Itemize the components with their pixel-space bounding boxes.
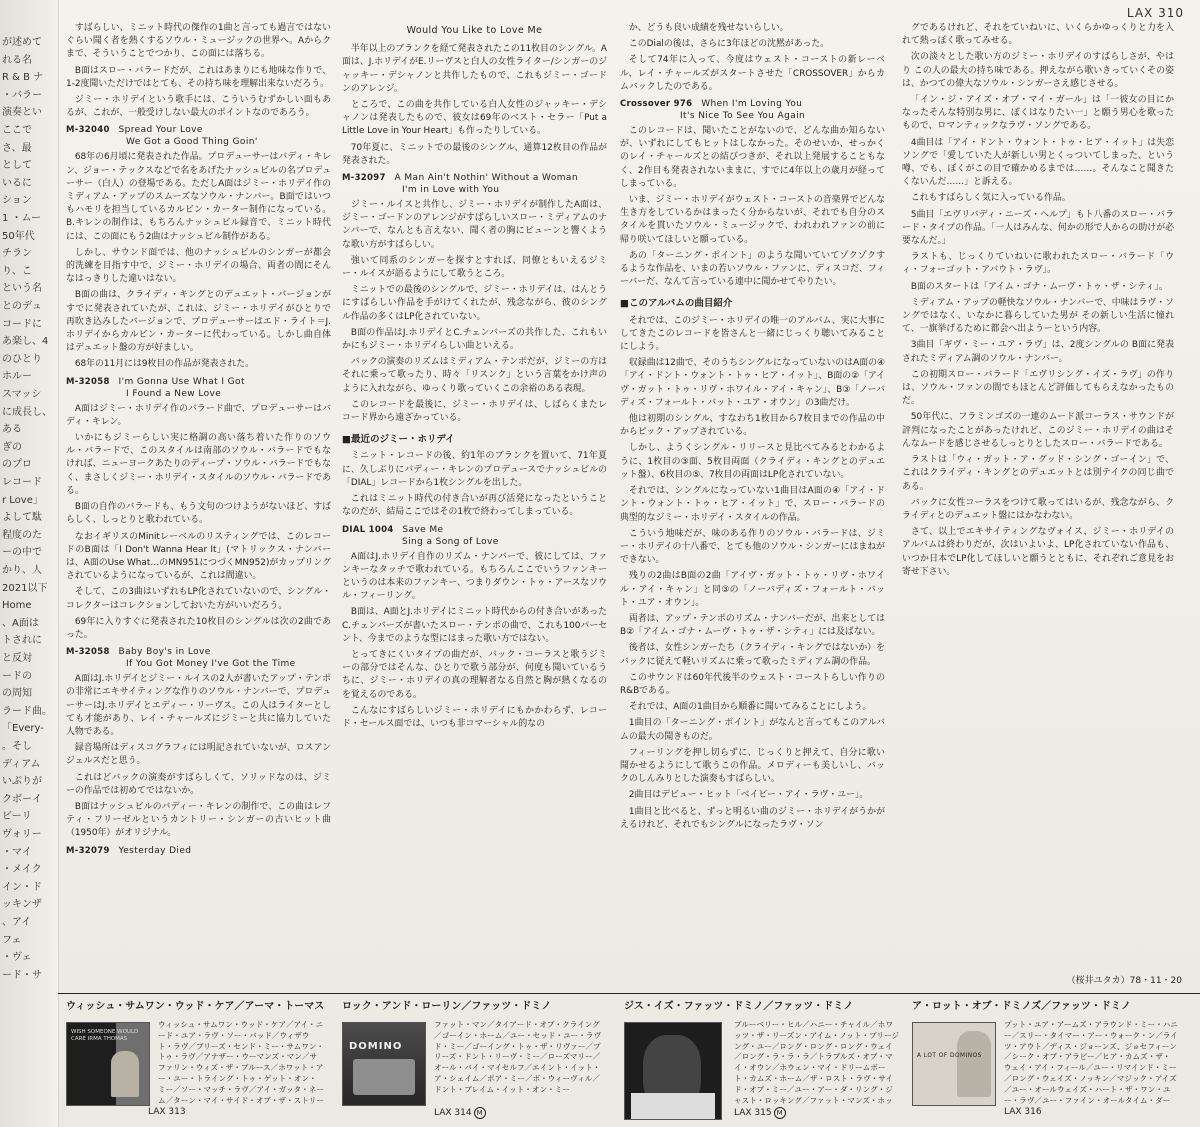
paragraph: すばらしい、ミニット時代の傑作の1曲と言っても過言ではないぐらい聞く者を熱くするソウル・ミュージックの世界へ。Aからクまで、そういうことでつかり、この面には落ちる。 [66,23,331,60]
paragraph: B面のスタートは「アイム・ゴナ・ムーヴ・トゥ・ザ・シティ」。 [910,281,1168,292]
paragraph: 収録曲は12曲で、そのうちシングルになっていないのはA面の④「アイ・ドント・ウォント・トゥ・ヒア・イット」、B面の②「アイヴ・ガット・トゥ・リヴ・ホワイル・アイ・キャン」、B③「ノーバディズ・フォールト・バット・ユア・オウン」の3曲だけ。 [620,358,885,408]
single-b-side: Sing a Song of Love [402,536,499,547]
paragraph: A面はJ.ホリデイ自作のリズム・ナンバーで、彼にしては、ファンキーなタッチで歌われている。もちろんここでいうファンキーというのは本来のファンキー、つまりダウン・トゥ・アースなソウル・フィーリング。 [342,551,607,602]
margin-fragment: 2021以下 [2,582,48,594]
album-catalog-number: LAX 316 [1004,1107,1042,1117]
paragraph: 半年以上のブランクを経て発表されたこの11枚目のシングル。A面は、J.ホリデイがE.リーヴスと白人の女性ライター/シンガーのジャッキー・デシャノンと共作したもので、これもジミー・ゴードンのアレンジ。 [342,44,607,94]
album-catalog-number: LAX 313 [148,1107,186,1117]
margin-fragment: 、A面は [2,617,39,629]
album-ad-title: ジス・イズ・ファッツ・ドミノ／ファッツ・ドミノ [624,1001,854,1012]
paragraph: 次の淡々とした歌い方のジミー・ホリデイのすばらしさが、やはり この人の最大の持ち味である。押えながら歌いきっていくその姿は、かつての偉大なソウル・シンガーさえ感じさせる。 [902,52,1174,89]
margin-fragment: 50年代 [2,230,35,242]
margin-fragment: よして駄 [2,512,42,524]
paragraph: 68年の6月頃に発表された作品。プロデューサーはバディ・キレン、ジョー・テックスなどで名をあげたナッシュビルの名プロデューサー（白人）の登場である。ただしA面はジミー・ホリデイ作のミディアム・アップのスムーズなソウル・ナンバー。B面ではいつもハモリを担当しているカルビン・カーター制作になっている。B.キレンの制作は、もちろんナッシュビル録音で、ミニット時代には、この面にもう2曲はナッシュビル制作がある。 [66,152,331,242]
paragraph: ミディアム・アップの軽快なソウル・ナンバーで、中味はラヴ・ソングではなく、いなかに暮らしていた男が その新しい生活に憧れて、一旗挙げるために都会へ出ようーという内容。 [902,297,1174,335]
paragraph: A面はジミー・ホリデイ作のバラード曲で、プロデューサーはバディ・キレン。 [66,403,331,427]
portrait-icon [111,1051,139,1097]
paragraph: 69年に入りすぐに発表された10枚目のシングルは次の2曲であった。 [66,616,331,640]
single-b-side: It's Nice To See You Again [680,111,806,122]
margin-fragment: ・メイク [2,864,42,876]
paragraph: ところで、この曲を共作している白人女性のジャッキー・デシャノンは発表したもので、彼女は69年のベスト・セラー「Put a Little Love in Your Heart」も作ったりしている。 [342,100,607,137]
album-cover-thumbnail [66,1022,150,1106]
paragraph: いま、ジミー・ホリデイがウェスト・コーストの音楽界でどんな生き方をしているかはまったく分からないが、それでも自分のスタイルを貫いたソウル・ミュージックで、われわれファンの前に帰り咲いてほしいと願っている。 [620,195,885,245]
paragraph: そして74年に入って、今度はウェスト・コーストの新レーベル、レイ・チャールズがスタートさせた「CROSSOVER」からカムバックしたのである。 [620,55,885,92]
margin-fragment: とのデュ [2,301,42,312]
paragraph: フィーリングを押し切らずに、じっくりと押えて、自分に歌い聞かせるようにして歌うこの作品。メロディーも美しいし、バックのしんみりとした演奏もすばらしい。 [620,747,885,785]
paragraph: このDialの後は、さらに3年ほどの沈黙があった。 [628,39,830,50]
paragraph: 5曲目「エヴリバディ・ニーズ・ヘルプ」もト八番のスロー・バラード・タイプの作品。「一人はみんな、何かの形で人からの助けが必要なんだ。」 [902,209,1174,247]
margin-fragment: ホルー [2,371,32,383]
paragraph: ラストも、じっくりていねいに歌われたスロー・バラード「ウィ・フォーゴット・アバウト・ラヴ」。 [902,252,1174,276]
album-cover-thumbnail [342,1022,426,1106]
single-b-side: We Got a Good Thing Goin' [126,137,258,148]
paragraph: これはどバックの演奏がすばらしくて、ソリッドなのは、ジミーの作品では初めてではないか。 [66,772,331,796]
single-b-side: I'm in Love with You [402,185,500,196]
mono-mark-icon: M [774,1107,786,1119]
margin-fragment: さ、最 [2,142,32,154]
margin-fragment: ・マイ [2,846,32,858]
paragraph: それでは、シングルになっていない1曲目はA面の④「アイ・ドント・ウォント・トゥ・ヒア・イット」で、スロー・バラードの典型的なジミー・ホリデイ・スタイルの作品。 [620,486,885,523]
margin-fragment: という名 [2,283,42,295]
album-tracklist: ブルーベリー・ヒル／ハニー・チャイル／ホワッツ・ザ・リーズン・アイム・ノット・プリージング・ユー／ロング・ロング・ロング・ウェイ／ロング・ラ・ラ・ラ／トラブルズ・オブ・マイ・オウン／ホウェン・マイ・ドリームボート・カムズ・ホーム／ザ・ロスト・ラヴ・サイド・オブ・ミー／ユー・アー・ダ・リング・ジャスト・ロッキング／ファット・マンズ・ホッ [734,1020,900,1105]
paragraph: これもすばらしく気に入っている作品。 [910,193,1071,204]
album-ad [624,1000,904,1125]
margin-fragment: が述めて [2,37,42,48]
single-listing [342,524,607,548]
margin-fragment: トされに [2,635,42,647]
paragraph: B面の自作のバラードも、もう文句のつけようがないほど、すばらしく、しっとりと歌われている。 [66,502,331,526]
margin-fragment: ぎの [2,441,22,453]
paragraph: か、どうも良い成績を残せないらしい。 [628,23,789,33]
margin-fragment: ッキンザ [2,899,42,911]
single-a-side: Baby Boy's in Love [118,647,211,658]
single-catalog-number: M-32058 [66,376,110,387]
margin-fragment: ーの中で [2,547,42,559]
margin-fragment: ビーリ [2,811,32,823]
paragraph: B面は、A面とJ.ホリデイにミニット時代からの付き合いがあったC.チェンバーズが書いたスロー・テンポの曲で、これも100パーセント、今までのような型にはまった歌い方ではない。 [342,607,607,644]
piano-icon [353,1059,415,1095]
margin-fragment: チラン [2,248,32,260]
text-column-2 [342,22,607,994]
single-listing [66,845,331,857]
margin-fragment: のひとり [2,353,42,365]
paragraph: バックの演奏のリズムはミディアム・テンポだが、ジミーの方はそれに乗って歌ったり、時々「リスンク」という言葉をかけ声のように入れながら、ゆっくり歌っていくこの余裕のある表現。 [342,357,607,394]
album-cover-thumbnail [624,1022,722,1120]
margin-fragment: かり、人 [2,565,42,576]
paragraph: 他は初期のシングル、すなわち1枚目から7枚目までの作品の中からピック・アップされている。 [620,414,885,438]
paragraph: 強いて同系のシンガーを探すとすれば、同僚ともいえるジミー・ルイスが語るようにして歌うところ。 [342,255,607,280]
single-catalog-number: M-32097 [342,173,386,184]
album-catalog-number [734,1107,786,1119]
single-a-side: Save Me [402,524,444,535]
album-cover-thumbnail [912,1022,996,1106]
margin-fragment: 1 ・ムー [2,213,42,224]
margin-fragment: 、アイ [2,917,32,928]
margin-fragment: ・ヴェ [2,952,32,964]
paragraph: 両者は、アップ・テンポのリズム・ナンバーだが、出来としてはB②「アイム・ゴナ・ムーヴ・トゥ・ザ・シティ」には及ばない。 [620,613,885,638]
single-catalog-number: M-32058 [66,647,110,658]
paragraph: さて、以上でエキサイティングなヴォイス、ジミー・ホリデイのアルバムは終わりだが、次はいよいよ、LP化されていない作品も、いつか日本でLP化してほしいと願うとともに、それぞれご意見をお寄せ下さい。 [902,527,1174,577]
text-column-4 [902,22,1174,994]
author-signature: （桜井ユタカ）78・11・20 [1066,976,1182,986]
paragraph: A面はJ.ホリデイとジミー・ルイスの2人が書いたアップ・テンポの非常にエキサイティングな作りのソウル・ナンバーで、プロデューサーはJ.ホリデイとエディー・リーヴス。この人はライターとしても才能があり、レイ・チャールズにジミーと共に協力していた人物である。 [66,674,331,737]
album-ad [66,1000,328,1125]
text-column-3 [620,22,885,994]
mono-mark-icon: M [474,1107,486,1119]
single-listing [66,646,331,670]
paragraph: 70年夏に、ミニットでの最後のシングル、通算12枚目の作品が発表された。 [342,142,607,166]
paragraph: 1曲目の「ターニング・ポイント」がなんと言ってもこのアルバムの最大の聞きものだ。 [620,718,885,742]
margin-fragment: レコード [2,477,42,488]
margin-fragment: ある [2,424,22,436]
single-listing [66,124,331,148]
single-a-side: When I'm Loving You [701,99,803,110]
paragraph: しかし、サウンド面では、他のナッシュビルのシンガーが都会的洗練を目指す中で、ジミー・ホリデイの場合、両者の間にそんなはっきりした違いはない。 [66,247,331,285]
paragraph: ミニットでの最後のシングルで、ジミー・ホリデイは、はんとうにすばらしい作品を手がけてくれたが、残念ながら、彼のシングル作品の多くはLP化されていない。 [342,285,607,322]
single-listing [66,376,331,400]
album-ad [342,1000,608,1125]
paragraph: ラストは「ウィ・ガット・ア・グッド・シング・ゴーイン」で、これはクライディ・キングとのデュエットとは別テイクの同じ曲である。 [902,455,1174,492]
margin-fragment: のプロ [2,459,32,471]
single-catalog-number: M-32079 [66,845,110,856]
margin-fragment: ヴォリー [2,829,42,840]
margin-fragment: ードの [2,670,32,682]
paragraph: このサウンドは60年代後半のウェスト・コーストらしい作りのR&Bである。 [620,672,885,696]
section-heading: ■最近のジミー・ホリデイ [342,434,455,446]
album-cover-text: DOMINO [349,1041,403,1052]
album-tracklist: ウィッシュ・サムワン・ウッド・ケア／アイ・ニード・ユア・ラヴ・ソー・バッド／ウィザウト・ラヴ／ブリーズ・センド・ミー・サムワン・トゥ・ラヴ／アナザー・ウーマンズ・マン／サファリン・ウィズ・ザ・ブルース／ホワット・アー・ユー・トライング・トゥ・ゲット・オン・ミー／ソー・マッチ・ラヴ／アイ・ガッタ・ネーム／ターン・マイ・サイド・オブ・ザ・ストリー [158,1020,324,1105]
paragraph: これはミニット時代の付き合いが再び活発になったということなのだが、結局ここではその1枚で終わってしまっている。 [342,494,607,518]
portrait-icon [957,1031,991,1097]
song-heading: Would You Like to Love Me [406,25,543,36]
paragraph: ジミー・ルイスと共作し、ジミー・ホリデイが制作したA面は、ジミー・ゴードンのアレンジがすばらしいスロー・ミディアムのナンバーで、なんとも言えない、聞く者の胸にピューンと響くような歌い方がすばらしい。 [342,200,607,250]
paragraph: 残りの2曲はB面の2曲「アイヴ・ガット・トゥ・リヴ・ホワイル・アイ・キャン」と同③の「ノーバディズ・フォールト・バット・ユア・オウン」。 [620,571,885,608]
margin-fragment: R & B ナ [2,72,44,84]
album-tracklist: ファット・マン／タイアード・オブ・クライング／ゴーイン・ホーム／ユー・セッド・ユー・ラヴド・ミー／ゴーイング・トゥ・ザ・リヴァー／プリーズ・ドント・リーヴ・ミー／ローズマリー／オール・バイ・マイセルフ／エイント・イット・ア・シェイム／ポア・ミー／ボ・ウィーヴィル／ドント・ブレイム・イット・オン・ミー [434,1020,602,1094]
paragraph: しかし、ようくシングル・リリースと見比べてみるとわかるように、1枚目の③面、5枚目両面（クライディ・キングとのデュエット盤）、6枚目の⑤、7枚目の両面はLP化されていない。 [620,443,885,480]
single-a-side: I'm Gonna Use What I Got [118,376,245,387]
margin-fragment: Home [2,600,32,612]
paragraph: それでは、A面の1曲目から順番に聞いてみることにしよう。 [628,702,872,713]
paragraph: 3曲目「ギヴ・ミー・ユア・ラヴ」は、2度シングルの B面に発表されたミディアム調のソウル・ナンバー。 [902,340,1174,364]
margin-fragment: の周知 [2,688,32,700]
single-a-side: Spread Your Love [118,125,203,136]
margin-fragment: に成長し、 [2,406,52,418]
text-column-1 [66,22,331,994]
margin-fragment: いぶりが [2,776,42,788]
paragraph: 2曲目はデビュー・ヒット「ベイビー・アイ・ラヴ・ユー」。 [628,790,869,801]
paragraph: ジミー・ホリデイという歌手には、こういうむずかしい面もあるが、これが、一般受けしない最大のポイントなのであろう。 [66,95,331,119]
album-cover-text: A LOT OF DOMINOS [917,1053,982,1059]
catalog-id: LAX 310 [1126,6,1184,20]
margin-fragment: 。そし [2,741,32,752]
paragraph: とってきにくいタイプの曲だが、バック・コーラスと歌うジミーの部分ではそんな、ひとりで歌う部分が、何度も聞いているうちに、ジミー・ホリデイの真の理解者なる自然と胸が熱くなるのを覚えるのである。 [342,649,607,700]
paragraph: こういう地味だが、味のある作りのソウル・バラードは、ジミー・ホリデイの十八番で、とても他のソウル・シンガーにはまねができない。 [620,528,885,566]
paragraph: バックに女性コーラスをつけて歌ってはいるが、残念ながら、クライディとのデュエット盤にはかなわない。 [902,497,1174,521]
paragraph: このレコードを最後に、ジミー・ホリデイは、しばらくまたレコード界から遠ざかっている。 [342,399,607,424]
margin-fragment: として [2,160,32,172]
margin-fragment: クボーイ [2,793,42,805]
paragraph: このレコードは、聞いたことがないので、どんな曲か知らないが、いずれにしてもヒットはしなかった。そのせいか、せっかくのレイ・チャールズとの結びつきが、それ以上発展することもなく、2作目も発表されないままに、すでに4年以上の歳月が経ってしまっている。 [620,126,885,189]
shirt-collar-shape [631,1093,715,1119]
paragraph: B面はスロー・バラードだが、これはあまりにも地味な作りで、1-2度聞いただけではとても、その持ち味を理解出来ないだろう。 [66,65,331,89]
single-listing [342,172,607,196]
paragraph: B面はナッシュビルのバディー・キレンの制作で、この曲はレフティ・フリーゼルというカントリー・シンガーの古いヒット曲（1950年）がオリジナル。 [66,801,331,839]
paragraph: 50年代に、フラミンゴズの一連のムード派コーラス・サウンドが評判になったことがあったけれど、このジミー・ホリデイの曲はそんなムードを感じさせるしっとりとしたスロー・バラードである。 [902,412,1174,449]
paragraph: こんなにすばらしいジミー・ホリデイにもかかわらず、レコード・セールス面では、いつも非コマーシャル的なの [342,705,607,729]
single-catalog-number: M-32040 [66,125,110,136]
single-b-side: If You Got Money I've Got the Time [126,659,296,670]
album-ad-title: ア・ロット・オブ・ドミノズ／ファッツ・ドミノ [912,1001,1131,1012]
paragraph: 「イン・ジ・アイズ・オブ・マイ・ガール」は「一彼女の目にかなったそんな特別な男に、ぼくはなりたい一」と願う男心を歌ったもので、ロマンティックなラヴ・ソングである。 [902,95,1174,132]
margin-fragment: ここで [2,125,32,136]
paragraph: グであるけれど、それをていねいに、いくらかゆっくりと力を入れて熱っぽく歌ってみせる。 [902,23,1174,47]
margin-fragment: ・バラー [2,89,42,101]
album-catalog-text: LAX 314 [434,1108,472,1118]
paragraph: 録音場所はディスコグラフィには明記されていないが、ロスアンジェルスだと思う。 [66,743,331,767]
single-a-side: A Man Ain't Nothin' Without a Woman [394,173,578,184]
album-ad-title: ロック・アンド・ローリン／ファッツ・ドミノ [342,1001,552,1012]
paragraph: B面の作品はJ.ホリデイとC.チェンバーズの共作した、これもいかにもジミー・ホリデイらしい曲といえる。 [342,327,607,352]
paragraph: この初期スロー・バラード「エヴリシング・イズ・ラヴ」の作りは、ソウル・ファンの間でもほとんど評価してもらえなかったものだ。 [902,369,1174,407]
paragraph: 1曲目と比べると、ずっと明るい曲のジミー・ホリデイがうかがえるけれど、それでもシングルになったラヴ・ソン [620,806,885,830]
album-catalog-number [434,1107,486,1119]
margin-fragment: ション [2,195,32,207]
margin-fragment: あ楽し、4 [2,336,49,348]
single-a-side: Yesterday Died [118,845,192,856]
album-catalog-text: LAX 315 [734,1108,772,1118]
paragraph: 68年の11月には9枚目の作品が発表された。 [74,359,254,370]
paragraph: B面の曲は、クライディ・キングとのデュエット・バージョンがすでに発表されていたが、これは、ジミー・ホリデイがひとりで再吹き込みしたバージョンで、プロデューサーはエド・ライト＝J.ホリデイからカルビン・カーターに代わっている。しかし曲自体はデュエット盤の方が好ましい。 [66,290,331,354]
margin-fragment: と反対 [2,653,32,664]
margin-fragment: 演奏とい [2,107,42,119]
single-b-side: I Found a New Love [126,388,222,399]
margin-fragment: ラード曲。 [2,705,52,717]
paragraph: それでは、このジミー・ホリデイの唯一のアルバム、実に大事にしてきたこのレコードを皆さんと一緒にじっくり聴いてみることにしよう。 [620,315,885,353]
single-listing [620,98,885,122]
album-cover-text: WISH SOMEONE WOULD CARE IRMA THOMAS [71,1029,139,1042]
margin-fragment: r Love」 [2,494,43,506]
paragraph: いかにもジミーらしい実に格調の高い落ち着いた作りのソウル・バラードで、このスタイルは南部のソウル・バラードでもなければ、ニューヨークあたりのディープ・ソウル・バラードでもなく、まさしくジミー・ホリデイ・スタイルのソウル・バラードである。 [66,433,331,496]
single-catalog-number: Crossover 976 [620,99,693,110]
margin-fragment: 程度のた [2,529,42,541]
paragraph: 後者は、女性シンガーたち（クライディ・キングではないか）をバックに従えて軽いリズムに乗って歌ったミディアム調の作品。 [620,643,885,667]
margin-fragment: いるに [2,177,32,189]
album-ad-title: ウィッシュ・サムワン・ウッド・ケア／アーマ・トーマス [66,1001,325,1012]
footer-divider [58,993,1200,994]
margin-fragment: イン・ド [2,881,42,893]
section-heading: ■このアルバムの曲目紹介 [620,298,733,310]
margin-fragment: ディアム [2,758,41,770]
paragraph: あの「ターニング・ポイント」のような聞いていてゾクゾクするような作品を、いまの若いソウル・ファンに、ディスコだ、フィーバーだ、なんて言っている連中に聞かせてやりたい。 [620,250,885,288]
paragraph: そして、この3曲はいずれもLP化されていないので、シングル・コレクターはコレクションしておいた方がいいだろう。 [66,587,331,611]
album-tracklist: プット・ユア・アームズ・アラウンド・ミー・ハニー／スリー・タイマー・アー・ウォーク・ン／ライツ・アウト／ディス・ジョーンズ、ジョセフィーン／シーク・オブ・アラビー／ヒア・カムズ・ザ・ウェイ・アイ・フィール／ユー・リマインド・ミー／ロング・ウェイズ・ノッキン／マジック・アイズ／ユー・オールウェイズ・ハート・ザ・ワン・ユー・ラヴ／ユー・ファイン・オールタイム・ダー [1004,1020,1178,1105]
paragraph: ミニット・レコードの後、約1年のブランクを置いて、71年夏に、久しぶりにバディー・キレンのプロデュースでナッシュビルの「DIAL」レコードから1枚シングルを出した。 [342,451,607,488]
album-ad [912,1000,1182,1125]
paragraph: なおイギリスのMinitレーベルのリスティングでは、このレコードのB面は「I Don't Wanna Hear It」(マトリックス・ナンバーは、A面のUse What…のMN951につづくMN952)がカップリングされているようになっているが、これは間違い。 [66,531,331,582]
margin-fragment: れる名 [2,54,32,66]
paragraph: 4曲目は「アイ・ドント・ウォント・トゥ・ヒア・イット」は失恋ソングで「愛していた人が新しい男とくっついてしまった、という噂、でも、ぼくがこの目で確かめるまでは……。そんなこと聞きたくないんだ……」と訴える。 [902,137,1174,188]
margin-fragment: スマッシ [2,389,42,400]
margin-fragment: 「Every- [2,723,44,735]
margin-fragment: ード・サ [2,969,42,981]
margin-fragment: フェ [2,934,22,946]
margin-fragment: コードに [2,318,42,330]
single-catalog-number: DIAL 1004 [342,524,394,535]
margin-fragment: り、こ [2,265,32,277]
